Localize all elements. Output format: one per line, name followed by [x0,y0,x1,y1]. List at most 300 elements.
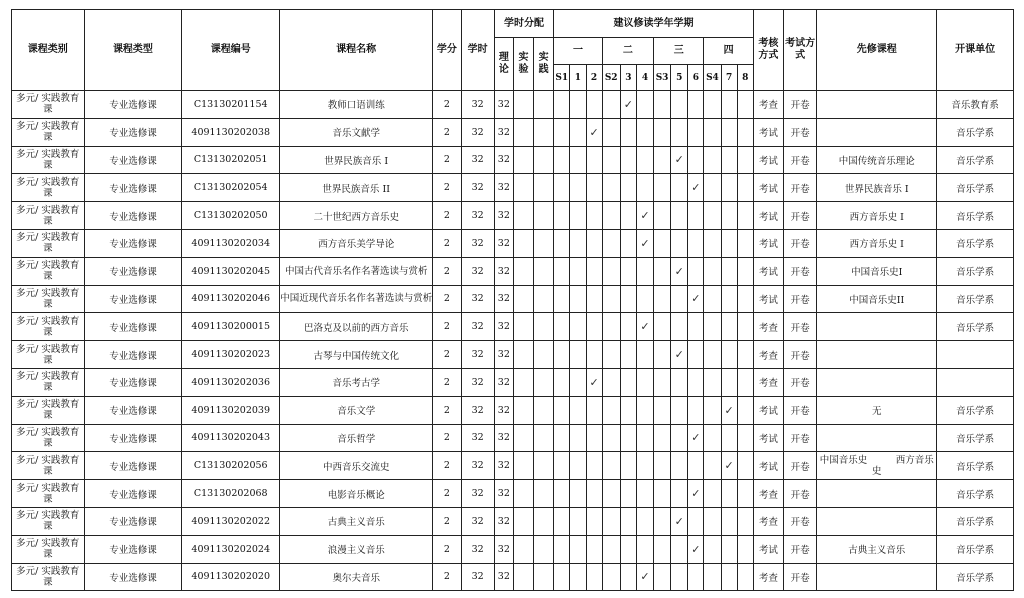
course-unit [937,368,1014,396]
term-cell [704,229,721,257]
course-category: 多元/ 实践教育课 [12,507,85,535]
course-experiment-hours [513,202,533,230]
header-hours: 学时 [461,10,494,91]
course-prereq: 西方音乐史 I [817,229,937,257]
term-cell [554,535,570,563]
course-unit: 音乐学系 [937,202,1014,230]
term-cell [554,313,570,341]
course-hours: 32 [461,480,494,508]
course-name: 音乐哲学 [280,424,433,452]
term-cell [554,452,570,480]
term-cell [688,202,704,230]
course-credit: 2 [433,229,461,257]
term-cell [620,535,636,563]
term-cell [620,368,636,396]
table-row [12,229,1014,257]
course-assessment: 考试 [753,285,783,313]
header-term-8: 8 [737,65,753,91]
check-mark-icon: ✓ [691,431,701,445]
course-name: 古琴与中国传统文化 [280,341,433,369]
term-cell [688,480,704,508]
term-cell [620,146,636,174]
course-exam-type: 开卷 [784,229,817,257]
course-category: 多元/ 实践教育课 [12,202,85,230]
course-experiment-hours [513,507,533,535]
course-experiment-hours [513,91,533,119]
course-theory-hours: 32 [494,368,513,396]
course-code: C13130202054 [182,174,280,202]
header-practice: 实践 [534,38,554,91]
course-prereq: 古典主义音乐 [817,535,937,563]
term-cell [554,368,570,396]
course-prereq: 世界民族音乐 I [817,174,937,202]
term-cell [654,257,671,285]
term-cell [586,341,602,369]
course-code: C13130202051 [182,146,280,174]
course-theory-hours: 32 [494,202,513,230]
course-exam-type: 开卷 [784,202,817,230]
term-cell [620,257,636,285]
term-cell [704,313,721,341]
term-cell [688,563,704,591]
term-cell [636,452,653,480]
term-cell [671,257,688,285]
header-year-2: 二 [602,38,653,65]
course-practice-hours [534,313,554,341]
term-cell [654,341,671,369]
course-theory-hours: 32 [494,396,513,424]
course-category: 多元/ 实践教育课 [12,257,85,285]
course-exam-type: 开卷 [784,424,817,452]
term-cell [554,424,570,452]
course-table-body [12,91,1014,591]
term-cell [721,535,737,563]
check-mark-icon: ✓ [623,97,633,111]
course-theory-hours: 32 [494,118,513,146]
term-cell [654,118,671,146]
term-cell [688,424,704,452]
term-cell [737,424,753,452]
course-category: 多元/ 实践教育课 [12,174,85,202]
course-hours: 32 [461,313,494,341]
course-experiment-hours [513,424,533,452]
table-row [12,202,1014,230]
table-row [12,91,1014,119]
course-category: 多元/ 实践教育课 [12,118,85,146]
table-row [12,535,1014,563]
course-type: 专业选修课 [84,368,182,396]
course-theory-hours: 32 [494,535,513,563]
term-cell [671,285,688,313]
course-code: 4091130200015 [182,313,280,341]
course-assessment: 考试 [753,257,783,285]
term-cell [570,535,586,563]
course-theory-hours: 32 [494,563,513,591]
table-row [12,118,1014,146]
table-row [12,341,1014,369]
check-mark-icon: ✓ [674,264,684,278]
course-credit: 2 [433,452,461,480]
term-cell [636,424,653,452]
course-name: 古典主义音乐 [280,507,433,535]
course-code: C13130202050 [182,202,280,230]
course-assessment: 考试 [753,424,783,452]
course-category: 多元/ 实践教育课 [12,313,85,341]
course-exam-type: 开卷 [784,480,817,508]
term-cell [721,202,737,230]
course-code: 4091130202022 [182,507,280,535]
course-exam-type: 开卷 [784,507,817,535]
course-unit: 音乐学系 [937,507,1014,535]
header-term-5: 5 [671,65,688,91]
term-cell [570,91,586,119]
term-cell [586,507,602,535]
course-exam-type: 开卷 [784,535,817,563]
course-hours: 32 [461,146,494,174]
course-practice-hours [534,424,554,452]
course-hours: 32 [461,535,494,563]
header-term-s2: S2 [602,65,620,91]
course-credit: 2 [433,341,461,369]
term-cell [602,313,620,341]
term-cell [721,480,737,508]
term-cell [671,313,688,341]
course-unit: 音乐教育系 [937,91,1014,119]
course-credit: 2 [433,424,461,452]
course-type: 专业选修课 [84,535,182,563]
course-code: 4091130202034 [182,229,280,257]
check-mark-icon: ✓ [724,403,734,417]
term-cell [721,341,737,369]
term-cell [704,146,721,174]
course-practice-hours [534,91,554,119]
term-cell [721,91,737,119]
course-type: 专业选修课 [84,507,182,535]
course-experiment-hours [513,480,533,508]
course-exam-type: 开卷 [784,257,817,285]
term-cell [636,118,653,146]
term-cell [704,368,721,396]
course-theory-hours: 32 [494,313,513,341]
term-cell [654,452,671,480]
term-cell [570,257,586,285]
term-cell [570,174,586,202]
term-cell [704,174,721,202]
term-cell [636,563,653,591]
term-cell [570,341,586,369]
course-prereq [817,507,937,535]
header-distribution: 学时分配 [494,10,553,38]
header-exam: 考试方式 [784,10,817,91]
course-prereq [817,480,937,508]
term-cell [554,229,570,257]
term-cell [554,146,570,174]
term-cell [586,257,602,285]
header-name: 课程名称 [280,10,433,91]
table-row [12,313,1014,341]
course-practice-hours [534,396,554,424]
term-cell [586,480,602,508]
check-mark-icon: ✓ [674,153,684,167]
term-cell [570,146,586,174]
course-code: 4091130202043 [182,424,280,452]
term-cell [671,396,688,424]
term-cell [704,118,721,146]
term-cell [636,257,653,285]
course-type: 专业选修课 [84,118,182,146]
term-cell [721,257,737,285]
term-cell [554,257,570,285]
course-practice-hours [534,368,554,396]
term-cell [721,229,737,257]
term-cell [602,480,620,508]
term-cell [671,146,688,174]
term-cell [586,452,602,480]
term-cell [620,341,636,369]
term-cell [721,424,737,452]
term-cell [602,257,620,285]
course-assessment: 考试 [753,229,783,257]
term-cell [636,229,653,257]
term-cell [737,229,753,257]
term-cell [636,396,653,424]
course-name: 中国古代音乐名作名著选读与赏析 [280,257,433,285]
course-unit: 音乐学系 [937,452,1014,480]
course-unit: 音乐学系 [937,313,1014,341]
course-hours: 32 [461,91,494,119]
term-cell [602,368,620,396]
term-cell [586,368,602,396]
course-exam-type: 开卷 [784,313,817,341]
course-practice-hours [534,118,554,146]
term-cell [620,202,636,230]
course-prereq [817,313,937,341]
course-credit: 2 [433,396,461,424]
course-exam-type: 开卷 [784,118,817,146]
course-practice-hours [534,174,554,202]
course-type: 专业选修课 [84,202,182,230]
header-prereq: 先修课程 [817,10,937,91]
term-cell [620,91,636,119]
term-cell [688,91,704,119]
course-assessment: 考查 [753,480,783,508]
term-cell [671,341,688,369]
term-cell [721,452,737,480]
term-cell [654,91,671,119]
term-cell [704,285,721,313]
term-cell [671,480,688,508]
term-cell [602,146,620,174]
header-row-1 [12,10,1014,38]
term-cell [636,91,653,119]
check-mark-icon: ✓ [674,348,684,362]
course-hours: 32 [461,202,494,230]
term-cell [602,424,620,452]
course-assessment: 考试 [753,118,783,146]
term-cell [671,174,688,202]
course-assessment: 考试 [753,146,783,174]
term-cell [602,202,620,230]
course-category: 多元/ 实践教育课 [12,396,85,424]
course-unit: 音乐学系 [937,146,1014,174]
course-name: 西方音乐美学导论 [280,229,433,257]
course-category: 多元/ 实践教育课 [12,535,85,563]
term-cell [737,202,753,230]
term-cell [570,480,586,508]
term-cell [586,118,602,146]
course-experiment-hours [513,313,533,341]
course-theory-hours: 32 [494,257,513,285]
course-assessment: 考查 [753,368,783,396]
term-cell [688,396,704,424]
course-unit: 音乐学系 [937,480,1014,508]
course-hours: 32 [461,563,494,591]
table-row [12,368,1014,396]
term-cell [688,257,704,285]
term-cell [586,563,602,591]
course-type: 专业选修课 [84,313,182,341]
course-unit: 音乐学系 [937,229,1014,257]
course-prereq: 无 [817,396,937,424]
course-unit: 音乐学系 [937,535,1014,563]
course-credit: 2 [433,91,461,119]
course-hours: 32 [461,229,494,257]
term-cell [737,174,753,202]
header-term-s3: S3 [654,65,671,91]
term-cell [570,563,586,591]
term-cell [636,535,653,563]
course-category: 多元/ 实践教育课 [12,229,85,257]
course-type: 专业选修课 [84,174,182,202]
course-name: 教师口语训练 [280,91,433,119]
course-prereq: 西方音乐史 I [817,202,937,230]
term-cell [737,396,753,424]
course-assessment: 考试 [753,174,783,202]
term-cell [704,480,721,508]
term-cell [688,535,704,563]
term-cell [671,452,688,480]
term-cell [704,257,721,285]
course-type: 专业选修课 [84,424,182,452]
course-experiment-hours [513,396,533,424]
term-cell [704,563,721,591]
term-cell [602,396,620,424]
course-assessment: 考查 [753,341,783,369]
term-cell [721,368,737,396]
course-code: C13130202068 [182,480,280,508]
term-cell [704,424,721,452]
term-cell [636,146,653,174]
term-cell [602,91,620,119]
term-cell [654,174,671,202]
term-cell [654,480,671,508]
term-cell [586,91,602,119]
course-name: 浪漫主义音乐 [280,535,433,563]
course-prereq [817,118,937,146]
term-cell [636,202,653,230]
term-cell [570,313,586,341]
course-credit: 2 [433,118,461,146]
term-cell [737,480,753,508]
term-cell [602,563,620,591]
term-cell [636,480,653,508]
term-cell [721,118,737,146]
course-theory-hours: 32 [494,507,513,535]
term-cell [586,285,602,313]
term-cell [737,313,753,341]
term-cell [688,452,704,480]
term-cell [586,313,602,341]
course-unit: 音乐学系 [937,396,1014,424]
header-year-1: 一 [554,38,602,65]
course-experiment-hours [513,285,533,313]
header-assessment: 考核方式 [753,10,783,91]
term-cell [586,174,602,202]
term-cell [737,341,753,369]
course-credit: 2 [433,507,461,535]
course-assessment: 考试 [753,202,783,230]
course-exam-type: 开卷 [784,91,817,119]
term-cell [636,313,653,341]
course-experiment-hours [513,535,533,563]
term-cell [671,229,688,257]
course-assessment: 考试 [753,535,783,563]
term-cell [654,563,671,591]
course-hours: 32 [461,507,494,535]
course-prereq [817,341,937,369]
check-mark-icon: ✓ [691,487,701,501]
term-cell [671,535,688,563]
course-assessment: 考试 [753,452,783,480]
course-theory-hours: 32 [494,452,513,480]
term-cell [586,396,602,424]
course-unit: 音乐学系 [937,174,1014,202]
header-credit: 学分 [433,10,461,91]
course-name: 中国近现代音乐名作名著选读与赏析 [280,285,433,313]
course-category: 多元/ 实践教育课 [12,452,85,480]
term-cell [570,368,586,396]
term-cell [620,507,636,535]
course-experiment-hours [513,229,533,257]
term-cell [654,146,671,174]
course-name: 奥尔夫音乐 [280,563,433,591]
course-theory-hours: 32 [494,480,513,508]
term-cell [737,563,753,591]
term-cell [636,174,653,202]
course-credit: 2 [433,174,461,202]
term-cell [586,146,602,174]
course-credit: 2 [433,257,461,285]
term-cell [570,285,586,313]
term-cell [654,396,671,424]
term-cell [654,507,671,535]
table-row [12,396,1014,424]
course-category: 多元/ 实践教育课 [12,146,85,174]
course-assessment: 考查 [753,563,783,591]
term-cell [737,507,753,535]
term-cell [737,368,753,396]
term-cell [554,507,570,535]
term-cell [704,91,721,119]
course-hours: 32 [461,452,494,480]
course-name: 巴洛克及以前的西方音乐 [280,313,433,341]
course-practice-hours [534,563,554,591]
course-prereq: 中国传统音乐理论 [817,146,937,174]
check-mark-icon: ✓ [640,320,650,334]
course-experiment-hours [513,257,533,285]
course-exam-type: 开卷 [784,174,817,202]
course-practice-hours [534,146,554,174]
